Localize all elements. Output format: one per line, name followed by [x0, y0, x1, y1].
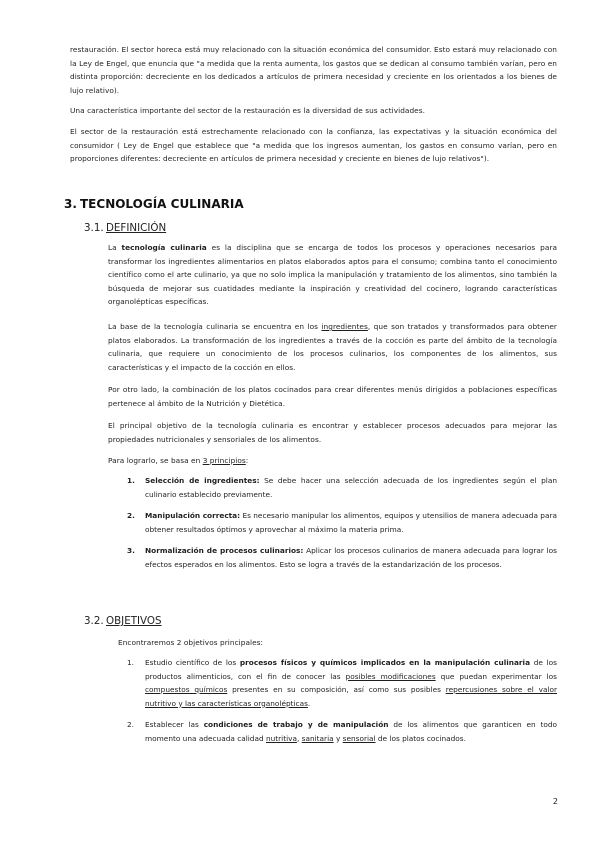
list-item: 2. Establecer las condiciones de trabajo y de manipulación de los alimentos que garanticen en todo momento una adecuada calidad nutritiva, sanitaria y sensorial de los platos cocinados. [127, 720, 558, 743]
list-item: 1. Selección de ingredientes: Se debe hacer una selección adecuada de los ingredientes según el plan culinario establecido previamente. [127, 476, 557, 499]
paragraph-diversidad: Una característica importante del sector de la restauración es la diversidad de sus actividades. [70, 106, 425, 115]
paragraph-restauracion-intro: restauración. El sector horeca está muy relacionado con la situación económica del consumidor. Esto estará muy relacionado con la Ley de Engel, que enuncia que "a medida que la renta aumenta, los gastos que se dedican al consumo también varían, pero en distinta proporción: decreciente en los dedicados a artículos de primera necesidad y creciente en los orientados a los bienes de lujo relativo). [70, 45, 557, 95]
principles-list [127, 474, 557, 571]
paragraph-objetivo-principal: El principal objetivo de la tecnología culinaria es encontrar y establecer procesos adecuados para mejorar las propiedades nutricionales y sensoriales de los alimentos. [108, 421, 557, 444]
section-heading-tecnologia: 3. TECNOLOGÍA CULINARIA [64, 197, 244, 211]
objectives-list [127, 656, 558, 745]
subsection-heading-objetivos: 3.2. OBJETIVOS [84, 615, 162, 627]
paragraph-base: La base de la tecnología culinaria se encuentra en los ingredientes, que son tratados y transformados para obtener platos elaborados. La transformación de los ingredientes a través de la cocción es parte del ámbito de la tecnología culinaria, que requiere un conocimiento de los procesos culinarios, los componentes de los alimentos, sus características y el impacto de la cocción en ellos. [108, 322, 557, 372]
page-number: 2 [552, 797, 558, 806]
subsection-heading-definicion: 3.1. DEFINICIÓN [84, 222, 167, 234]
list-item: 3. Normalización de procesos culinarios: Aplicar los procesos culinarios de manera adecuada para lograr los efectos esperados en los alimentos. Esto se logra a través de la estandarización de los procesos. [127, 546, 557, 569]
paragraph-relacion-consumidor: El sector de la restauración está estrechamente relacionado con la confianza, las expectativas y la situación económica del consumidor ( Ley de Engel que establece que "a medida que los ingresos aumentan, los gastos en consumo varían, pero en proporciones diferentes: decreciente en artículos de primera necesidad y creciente en bienes de lujo relativos"). [70, 127, 557, 163]
paragraph-combinacion: Por otro lado, la combinación de los platos cocinados para crear diferentes menús dirigidos a poblaciones específicas pertenece al ámbito de la Nutrición y Dietética. [108, 385, 557, 408]
list-item: 1. Estudio científico de los procesos físicos y químicos implicados en la manipulación culinaria de los productos alimenticios, con el fin de conocer las posibles modificaciones que puedan experimentar los compuestos químicos presentes en su composición, así como sus posibles repercusiones sobre el valor nutritivo y las características organolépticas. [127, 658, 558, 708]
paragraph-principios-intro: Para lograrlo, se basa en 3 principios: [108, 456, 249, 465]
paragraph-objetivos-intro: Encontraremos 2 objetivos principales: [118, 638, 264, 647]
paragraph-definicion: La tecnología culinaria es la disciplina que se encarga de todos los procesos y operaciones necesarios para transformar los ingredientes alimentarios en platos elaborados aptos para el consumo; combina tanto el conocimiento científico como el arte culinario, ya que no solo implica la manipulación y tratamiento de los alimentos, sino también la búsqueda de mejorar sus cuatidades mediante la inspiración y creatividad del cocinero, logrando características organolépticas específicas. [108, 243, 557, 306]
list-item: 2. Manipulación correcta: Es necesario manipular los alimentos, equipos y utensilios de manera adecuada para obtener resultados óptimos y aprovechar al máximo la materia prima. [127, 511, 557, 534]
